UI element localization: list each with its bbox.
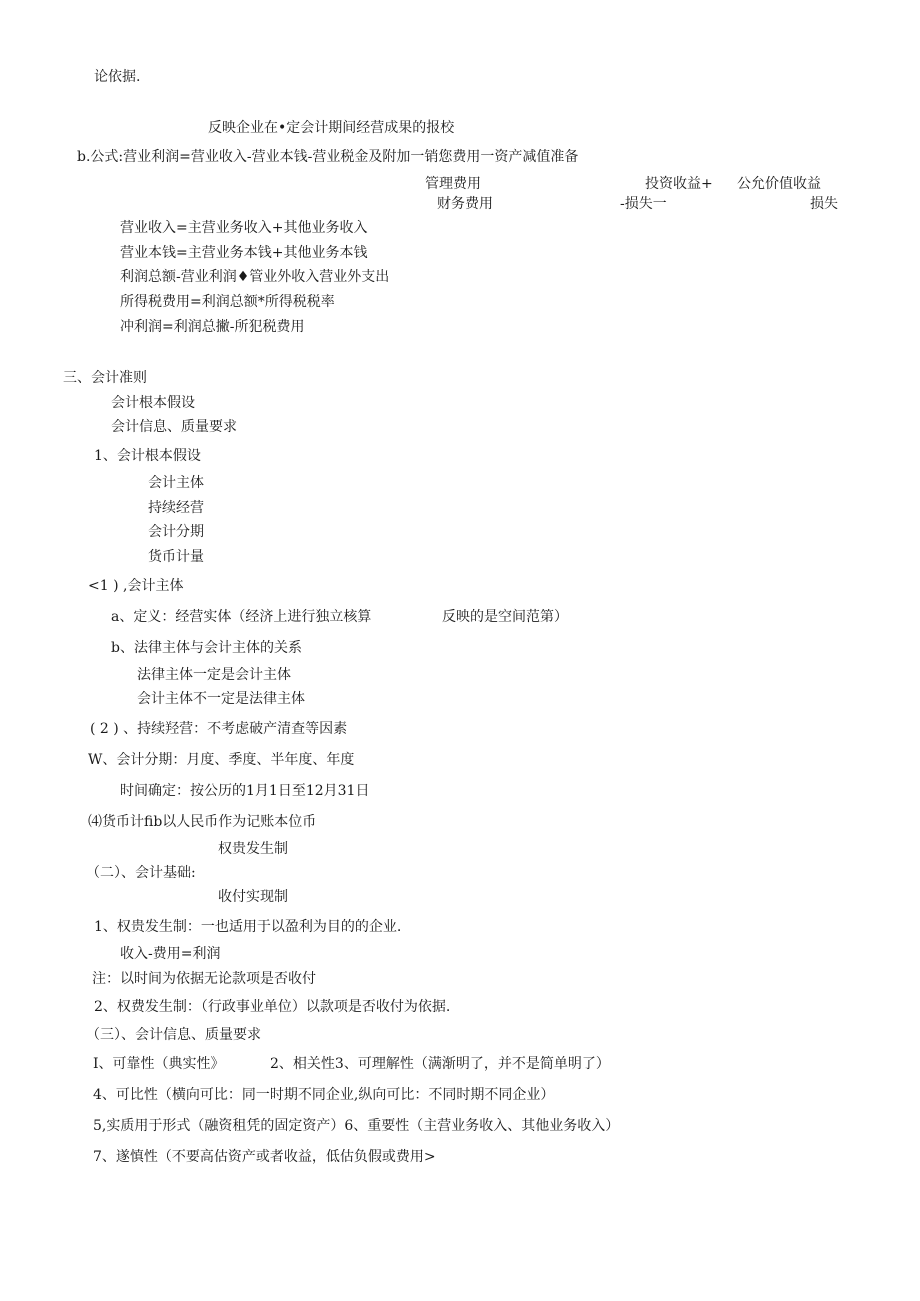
formula-sub-fairvalue: 公允价值收益: [737, 176, 821, 192]
section-title: 三、会计准则: [63, 370, 147, 386]
point-title: <1 ) ,会计主体: [88, 578, 184, 594]
basis-accrual: 权贵发生制: [218, 841, 288, 857]
definition-line: 营业收入=主营业务收入+其他业务收入: [120, 220, 368, 236]
definition-line: 营业本钱=主营业务本钱+其他业务本钱: [120, 245, 368, 261]
point-3: W、会计分期：月度、季度、半年度、年度: [88, 752, 355, 768]
point-definition-2: 反映的是空间范第）: [442, 609, 568, 625]
formula-main: b.公式:营业利润=营业收入-营业本钱-营业税金及附加一销您费用一资产减值准备: [77, 149, 579, 165]
report-description: 反映企业在•定会计期间经营成果的报校: [208, 120, 455, 136]
basis-title: （二）、会计基础:: [86, 865, 196, 881]
point-4: ⑷货币计fib以人民币作为记账本位币: [88, 814, 317, 830]
quality-title: （三）、会计信息、质量要求: [86, 1027, 261, 1043]
formula-sub-loss: -损失一: [620, 196, 667, 212]
section-subtitle: 会计信息、质量要求: [111, 419, 237, 435]
quality-item: 5,实质用于形式（融资租凭的固定资产）6、重要性（主营业务收入、其他业务收入）: [93, 1118, 620, 1134]
point-definition: a、定义：经营实体（经济上进行独立核算: [111, 609, 372, 625]
definition-line: 利润总额-营业利润♦管业外收入营业外支出: [120, 269, 390, 285]
point-relation: b、法律主体与会计主体的关系: [111, 640, 302, 656]
basis-note: 注：以时间为依据无论款项是否收付: [92, 971, 316, 987]
basis-item: 1、权贵发生制：一也适用于以盈利为目的的企业.: [94, 919, 402, 935]
point-relation-item: 法律主体一定是会计主体: [137, 667, 291, 683]
quality-item: I、可靠性（典实性》: [93, 1056, 225, 1072]
formula-sub-finance: 财务费用: [437, 196, 493, 212]
assumption-item: 会计主体: [148, 475, 204, 491]
point-3-time: 时间确定：按公历的1月1日至12月31日: [120, 783, 370, 799]
assumption-item: 货币计量: [148, 549, 204, 565]
point-2: ( 2 ) 、持续羟营：不考虑破产清查等因素: [90, 721, 348, 737]
formula-sub-loss-2: 损失: [810, 196, 838, 212]
quality-item: 4、可比性（横向可比：同一时期不同企业,纵向可比：不同时期不同企业）: [93, 1087, 555, 1103]
definition-line: 所得税费用=利润总额*所得税税率: [120, 294, 335, 310]
intro-line: 论依据.: [94, 69, 141, 85]
heading: 1、会计根本假设: [94, 448, 201, 464]
definition-line: 冲利润=利润总撇-所犯税费用: [120, 319, 305, 335]
assumption-item: 会计分期: [148, 524, 204, 540]
quality-item: 2、相关性3、可理解性（满渐明了，并不是简单明了）: [270, 1056, 610, 1072]
formula-sub-admin: 管理费用: [425, 176, 481, 192]
quality-item: 7、遂慎性（不要高估资产或者收益，低估负假或费用>: [93, 1149, 436, 1165]
basis-formula: 收入-费用=利润: [120, 946, 221, 962]
formula-sub-invest: 投资收益+: [645, 176, 713, 192]
assumption-item: 持续经营: [148, 500, 204, 516]
basis-item: 2、权费发生制：（行政事业单位）以款项是否收付为依据.: [94, 999, 451, 1015]
point-relation-item: 会计主体不一定是法律主体: [137, 691, 305, 707]
basis-cash: 收付实现制: [218, 889, 288, 905]
section-subtitle: 会计根本假设: [111, 395, 195, 411]
